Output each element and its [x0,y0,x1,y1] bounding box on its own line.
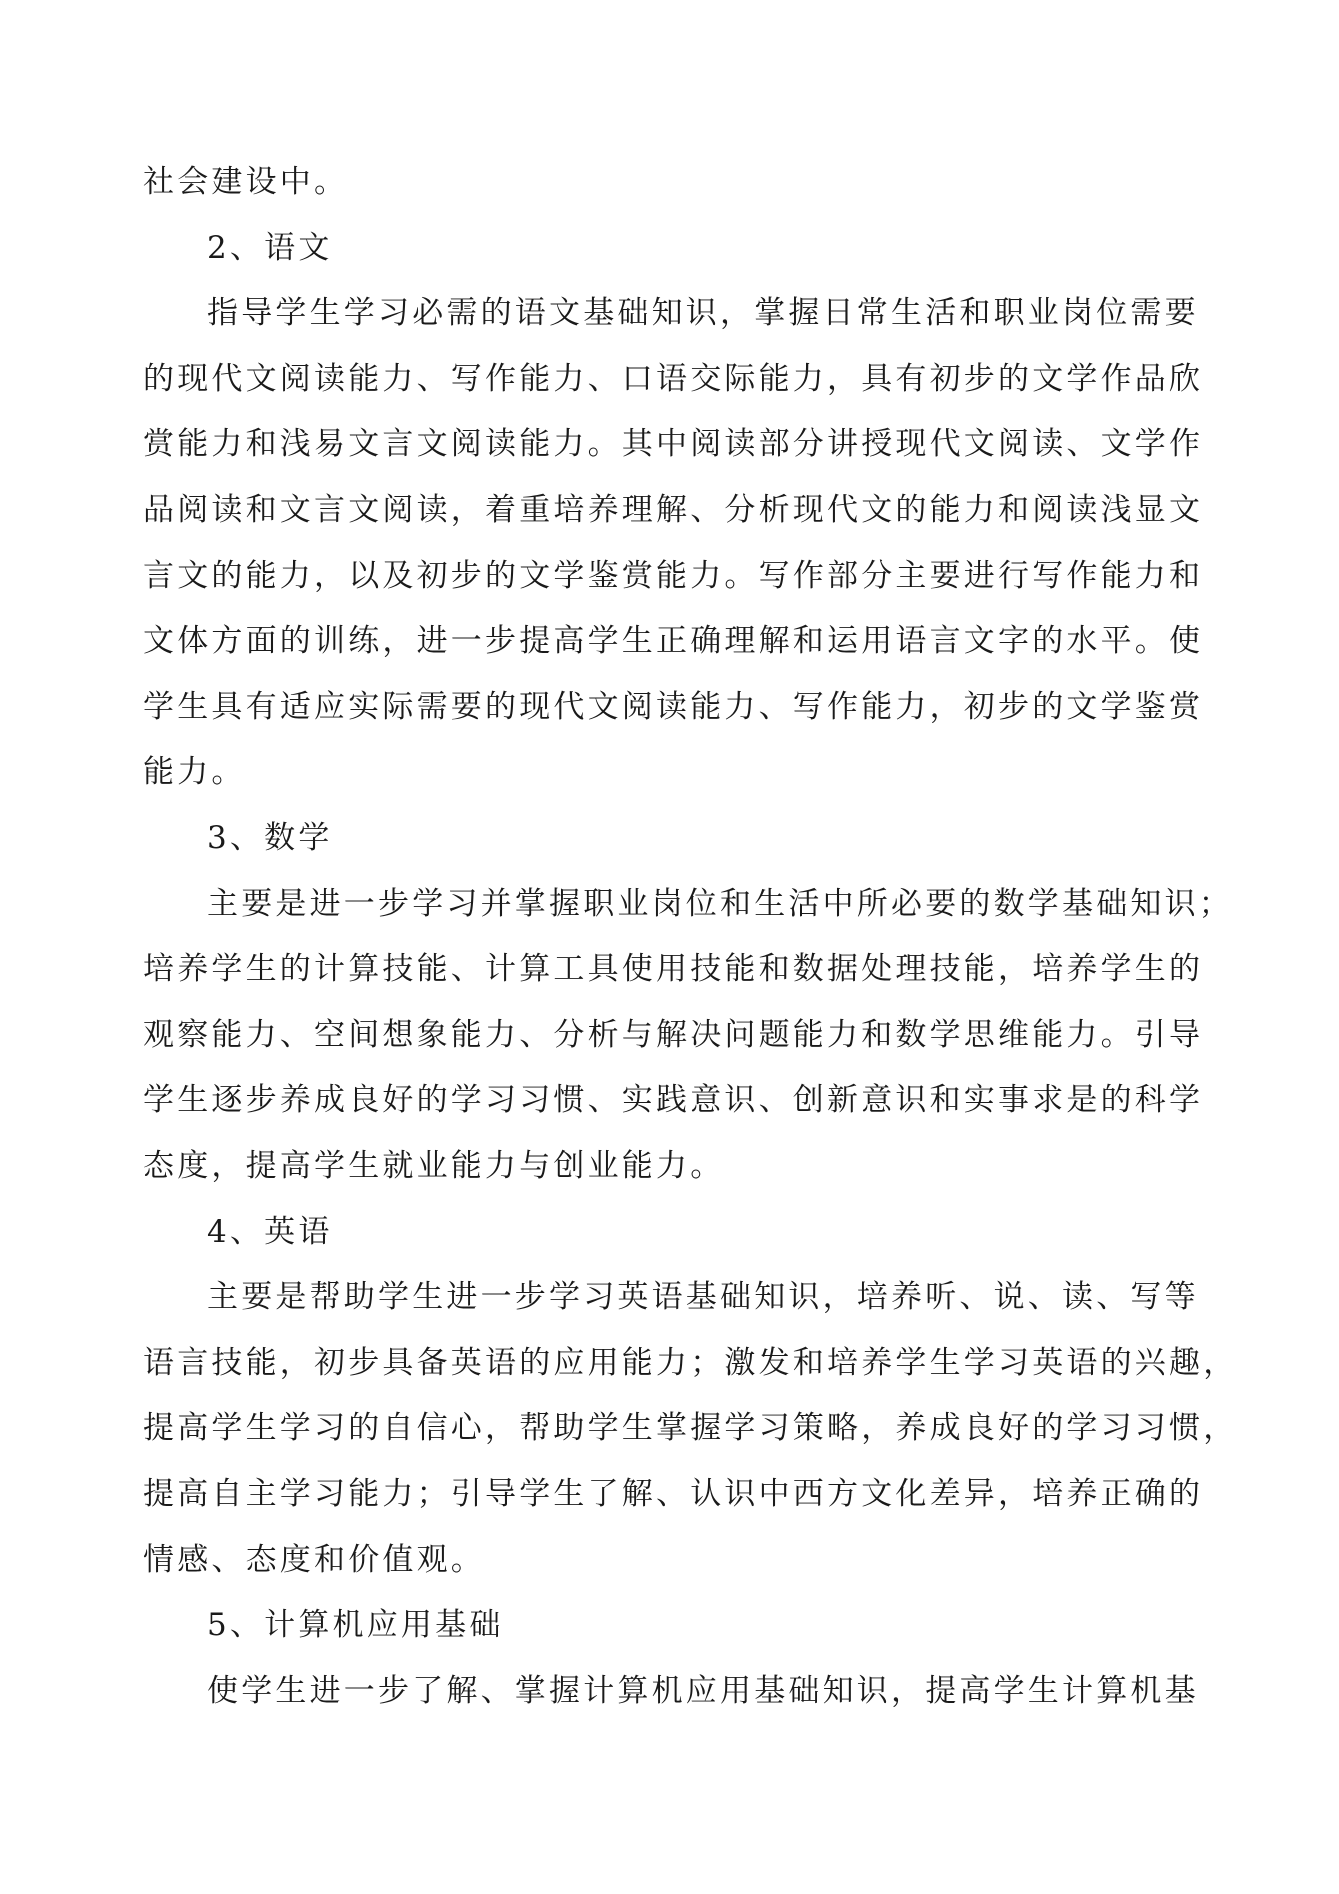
section-heading: 5、计算机应用基础 [207,1607,504,1644]
text-line: 语言技能，初步具备英语的应用能力；激发和培养学生学习英语的兴趣， [143,1344,1238,1381]
text-line: 提高自主学习能力；引导学生了解、认识中西方文化差异，培养正确的 [143,1476,1204,1512]
section-heading: 3、数学 [207,820,333,856]
section-heading: 4、英语 [207,1213,333,1250]
text-line: 提高学生学习的自信心，帮助学生掌握学习策略，养成良好的学习习惯， [143,1410,1238,1447]
paragraph-first-line: 使学生进一步了解、掌握计算机应用基础知识，提高学生计算机基 [207,1672,1199,1709]
text-line: 文体方面的训练，进一步提高学生正确理解和运用语言文字的水平。使 [143,623,1204,660]
text-line: 社会建设中。 [143,164,349,200]
text-line: 态度，提高学生就业能力与创业能力。 [143,1148,725,1184]
paragraph-first-line: 主要是帮助学生进一步学习英语基础知识，培养听、说、读、写等 [207,1279,1199,1316]
text-line: 观察能力、空间想象能力、分析与解决问题能力和数学思维能力。引导 [143,1016,1204,1053]
paragraph-first-line: 主要是进一步学习并掌握职业岗位和生活中所必要的数学基础知识； [207,885,1233,922]
text-line: 言文的能力，以及初步的文学鉴赏能力。写作部分主要进行写作能力和 [143,557,1204,594]
text-line: 情感、态度和价值观。 [143,1541,485,1578]
text-line: 学生逐步养成良好的学习习惯、实践意识、创新意识和实事求是的科学 [143,1082,1204,1119]
text-line: 学生具有适应实际需要的现代文阅读能力、写作能力，初步的文学鉴赏 [143,688,1204,725]
section-heading: 2、语文 [207,229,333,266]
text-line: 品阅读和文言文阅读，着重培养理解、分析现代文的能力和阅读浅显文 [143,492,1204,528]
text-line: 赏能力和浅易文言文阅读能力。其中阅读部分讲授现代文阅读、文学作 [143,426,1204,463]
text-line: 能力。 [143,754,246,791]
paragraph-first-line: 指导学生学习必需的语文基础知识，掌握日常生活和职业岗位需要 [207,295,1199,332]
text-line: 的现代文阅读能力、写作能力、口语交际能力，具有初步的文学作品欣 [143,360,1204,397]
text-line: 培养学生的计算技能、计算工具使用技能和数据处理技能，培养学生的 [143,951,1204,988]
